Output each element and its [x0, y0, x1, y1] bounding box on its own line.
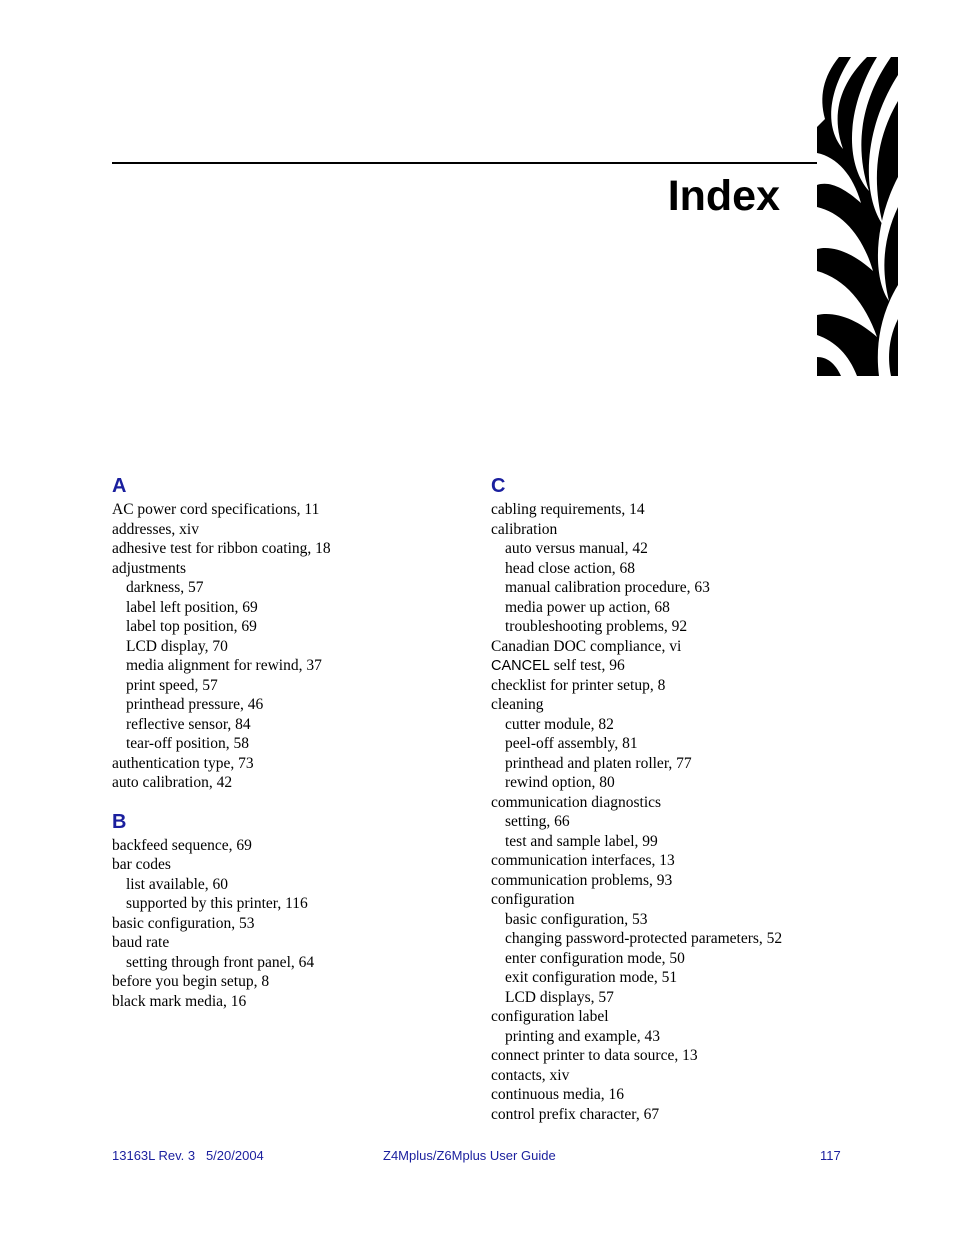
index-entry: communication interfaces, 13 [491, 852, 675, 869]
index-section-b [112, 808, 472, 1012]
index-entry: communication diagnostics [491, 793, 662, 811]
index-entry: calibration [491, 520, 558, 538]
index-entry: contacts, xiv [491, 1066, 570, 1084]
footer-doc-number: 13163L Rev. 3 5/20/2004 [112, 1148, 264, 1163]
index-subentry: tear-off position, 58 [126, 735, 249, 752]
footer-page-number: 117 [820, 1148, 841, 1163]
index-subentry: peel-off assembly, 81 [505, 735, 638, 752]
footer-guide-title: Z4Mplus/Z6Mplus User Guide [383, 1148, 556, 1163]
index-subentry: list available, 60 [126, 875, 229, 893]
index-subentry: cutter module, 82 [505, 715, 614, 733]
index-subentry: media alignment for rewind, 37 [126, 657, 322, 674]
index-subentry: LCD display, 70 [126, 637, 228, 655]
index-entry: configuration label [491, 1008, 609, 1025]
index-subentry: darkness, 57 [126, 579, 204, 596]
index-subentry: label left position, 69 [126, 598, 258, 616]
header-rule [112, 162, 817, 164]
section-letter: C [491, 475, 506, 497]
section-letter: A [112, 475, 127, 497]
page-title: Index [667, 172, 780, 220]
index-subentry: printing and example, 43 [505, 1027, 660, 1045]
index-subentry: exit configuration mode, 51 [505, 969, 678, 986]
index-entry: communication problems, 93 [491, 871, 673, 889]
index-entry: basic configuration, 53 [112, 914, 255, 932]
index-entry: cabling requirements, 14 [491, 501, 645, 518]
index-subentry: head close action, 68 [505, 559, 635, 577]
index-entry: adjustments [112, 559, 187, 577]
index-entry: Canadian DOC compliance, vi [491, 637, 682, 655]
index-subentry: basic configuration, 53 [505, 910, 648, 928]
index-entry: authentication type, 73 [112, 754, 254, 772]
index-entry: bar codes [112, 856, 171, 873]
index-list [112, 500, 472, 793]
index-subentry: media power up action, 68 [505, 598, 670, 616]
index-subentry: setting, 66 [505, 813, 570, 830]
index-subentry: test and sample label, 99 [505, 832, 658, 850]
index-entry: black mark media, 16 [112, 992, 247, 1010]
index-subentry: troubleshooting problems, 92 [505, 618, 688, 635]
index-subentry: reflective sensor, 84 [126, 715, 251, 733]
index-entry: backfeed sequence, 69 [112, 836, 252, 854]
index-list [491, 500, 911, 1124]
index-list [112, 836, 472, 1012]
index-section-c [491, 472, 911, 1124]
index-subentry: supported by this printer, 116 [126, 895, 308, 912]
zebra-stripe-icon [817, 57, 898, 376]
index-entry: checklist for printer setup, 8 [491, 676, 666, 694]
index-entry-text: self test, 96 [549, 657, 625, 674]
index-entry: before you begin setup, 8 [112, 973, 270, 990]
index-subentry: printhead pressure, 46 [126, 696, 264, 713]
index-entry: auto calibration, 42 [112, 774, 233, 791]
index-subentry: setting through front panel, 64 [126, 953, 315, 971]
index-subentry: LCD displays, 57 [505, 988, 614, 1006]
index-entry-cancel [491, 656, 911, 676]
index-entry: continuous media, 16 [491, 1086, 625, 1103]
index-subentry: auto versus manual, 42 [505, 540, 648, 557]
index-column-left [112, 470, 472, 1011]
index-subentry: label top position, 69 [126, 618, 257, 635]
index-entry: adhesive test for ribbon coating, 18 [112, 540, 331, 557]
index-subentry: changing password-protected parameters, 52 [505, 930, 783, 947]
index-subentry: print speed, 57 [126, 676, 218, 694]
index-entry: AC power cord specifications, 11 [112, 501, 320, 518]
index-section-a [112, 472, 472, 793]
index-subentry: manual calibration procedure, 63 [505, 579, 710, 596]
index-column-right [491, 470, 911, 1124]
index-entry: cleaning [491, 696, 544, 713]
index-entry: connect printer to data source, 13 [491, 1047, 698, 1064]
index-subentry: enter configuration mode, 50 [505, 949, 685, 967]
index-entry: control prefix character, 67 [491, 1105, 660, 1123]
index-entry: addresses, xiv [112, 520, 199, 538]
index-entry: baud rate [112, 934, 170, 951]
section-letter: B [112, 810, 127, 833]
cancel-key-label: CANCEL [491, 658, 550, 674]
index-subentry: rewind option, 80 [505, 774, 615, 791]
index-subentry: printhead and platen roller, 77 [505, 754, 692, 772]
index-entry: configuration [491, 891, 575, 908]
